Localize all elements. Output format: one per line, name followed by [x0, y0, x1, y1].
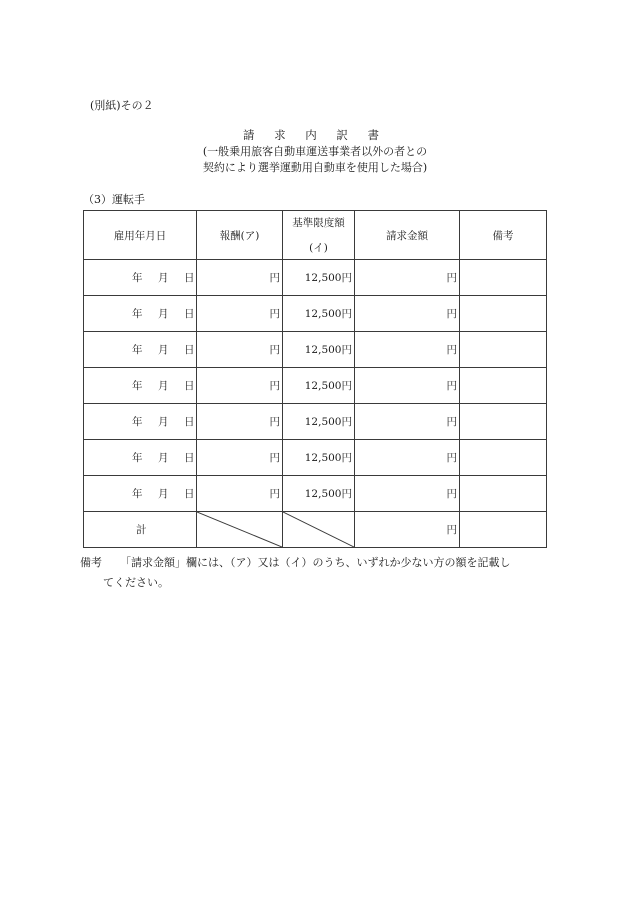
date-cell[interactable]: [84, 440, 197, 476]
date-month: 月: [158, 272, 169, 284]
limit-cell: 12,500円: [283, 368, 355, 404]
table-row: [84, 368, 547, 404]
fee-cell[interactable]: 円: [197, 368, 283, 404]
date-cell[interactable]: [84, 368, 197, 404]
date-day: 日: [184, 344, 195, 356]
total-fee-cell-struck: [197, 512, 283, 548]
fee-cell[interactable]: 円: [197, 476, 283, 512]
remarks-cell[interactable]: [460, 368, 547, 404]
limit-cell: 12,500円: [283, 404, 355, 440]
total-label: 計: [84, 512, 197, 548]
remarks-cell[interactable]: [460, 476, 547, 512]
limit-cell: 12,500円: [283, 260, 355, 296]
document-title: 請 求 内 訳 書: [242, 128, 388, 142]
limit-cell: 12,500円: [283, 332, 355, 368]
note-line2: てください。: [103, 576, 169, 589]
header-remarks: 備考: [460, 211, 547, 260]
remarks-cell[interactable]: [460, 332, 547, 368]
remarks-cell[interactable]: [460, 440, 547, 476]
header-claim-amount: 請求金額: [355, 211, 460, 260]
date-year: 年: [132, 344, 143, 356]
fee-cell[interactable]: 円: [197, 260, 283, 296]
date-cell[interactable]: [84, 404, 197, 440]
date-month: 月: [158, 452, 169, 464]
claim-cell[interactable]: 円: [355, 332, 460, 368]
claim-cell[interactable]: 円: [355, 440, 460, 476]
document-subtitle-line1: (一般乗用旅客自動車運送事業者以外の者との: [202, 145, 428, 158]
diagonal-strike: [197, 512, 282, 547]
header-fee: 報酬(ア): [197, 211, 283, 260]
date-day: 日: [184, 308, 195, 320]
claim-cell[interactable]: 円: [355, 260, 460, 296]
remarks-cell[interactable]: [460, 260, 547, 296]
note-label: 備考: [80, 556, 102, 569]
fee-cell[interactable]: 円: [197, 404, 283, 440]
claim-cell[interactable]: 円: [355, 404, 460, 440]
date-year: 年: [132, 452, 143, 464]
date-month: 月: [158, 488, 169, 500]
section-heading: （3）運転手: [83, 193, 145, 206]
limit-cell: 12,500円: [283, 296, 355, 332]
fee-cell[interactable]: 円: [197, 332, 283, 368]
claim-cell[interactable]: 円: [355, 296, 460, 332]
total-row: [84, 512, 547, 548]
header-limit-line1: 基準限度額: [292, 217, 345, 229]
total-remarks-cell[interactable]: [460, 512, 547, 548]
fee-cell[interactable]: 円: [197, 440, 283, 476]
date-year: 年: [132, 488, 143, 500]
date-day: 日: [184, 452, 195, 464]
date-day: 日: [184, 380, 195, 392]
fee-cell[interactable]: 円: [197, 296, 283, 332]
date-month: 月: [158, 416, 169, 428]
date-cell[interactable]: [84, 296, 197, 332]
header-employment-date: 雇用年月日: [84, 211, 197, 260]
date-day: 日: [184, 488, 195, 500]
date-cell[interactable]: [84, 476, 197, 512]
total-limit-cell-struck: [283, 512, 355, 548]
note-line1: 「請求金額」欄には、（ア）又は（イ）のうち、いずれか少ない方の額を記載し: [120, 556, 511, 569]
date-year: 年: [132, 308, 143, 320]
date-cell[interactable]: [84, 260, 197, 296]
document-subtitle-line2: 契約により選挙運動用自動車を使用した場合): [202, 161, 428, 174]
diagonal-strike: [283, 512, 354, 547]
limit-cell: 12,500円: [283, 476, 355, 512]
table-row: [84, 440, 547, 476]
date-month: 月: [158, 380, 169, 392]
date-month: 月: [158, 344, 169, 356]
table-row: [84, 296, 547, 332]
remarks-cell[interactable]: [460, 404, 547, 440]
table-row: [84, 260, 547, 296]
date-day: 日: [184, 272, 195, 284]
claim-table: [83, 210, 547, 548]
table-row: [84, 332, 547, 368]
date-year: 年: [132, 272, 143, 284]
table-row: [84, 476, 547, 512]
limit-cell: 12,500円: [283, 440, 355, 476]
claim-cell[interactable]: 円: [355, 476, 460, 512]
claim-cell[interactable]: 円: [355, 368, 460, 404]
document-label: (別紙)その２: [90, 99, 154, 112]
date-month: 月: [158, 308, 169, 320]
remarks-cell[interactable]: [460, 296, 547, 332]
table-header-row: [84, 211, 547, 260]
date-year: 年: [132, 416, 143, 428]
remarks-note: [80, 553, 560, 593]
total-claim-cell[interactable]: 円: [355, 512, 460, 548]
date-year: 年: [132, 380, 143, 392]
date-day: 日: [184, 416, 195, 428]
header-limit-line2: (イ): [309, 242, 328, 254]
date-cell[interactable]: [84, 332, 197, 368]
header-limit: [283, 211, 355, 260]
table-row: [84, 404, 547, 440]
